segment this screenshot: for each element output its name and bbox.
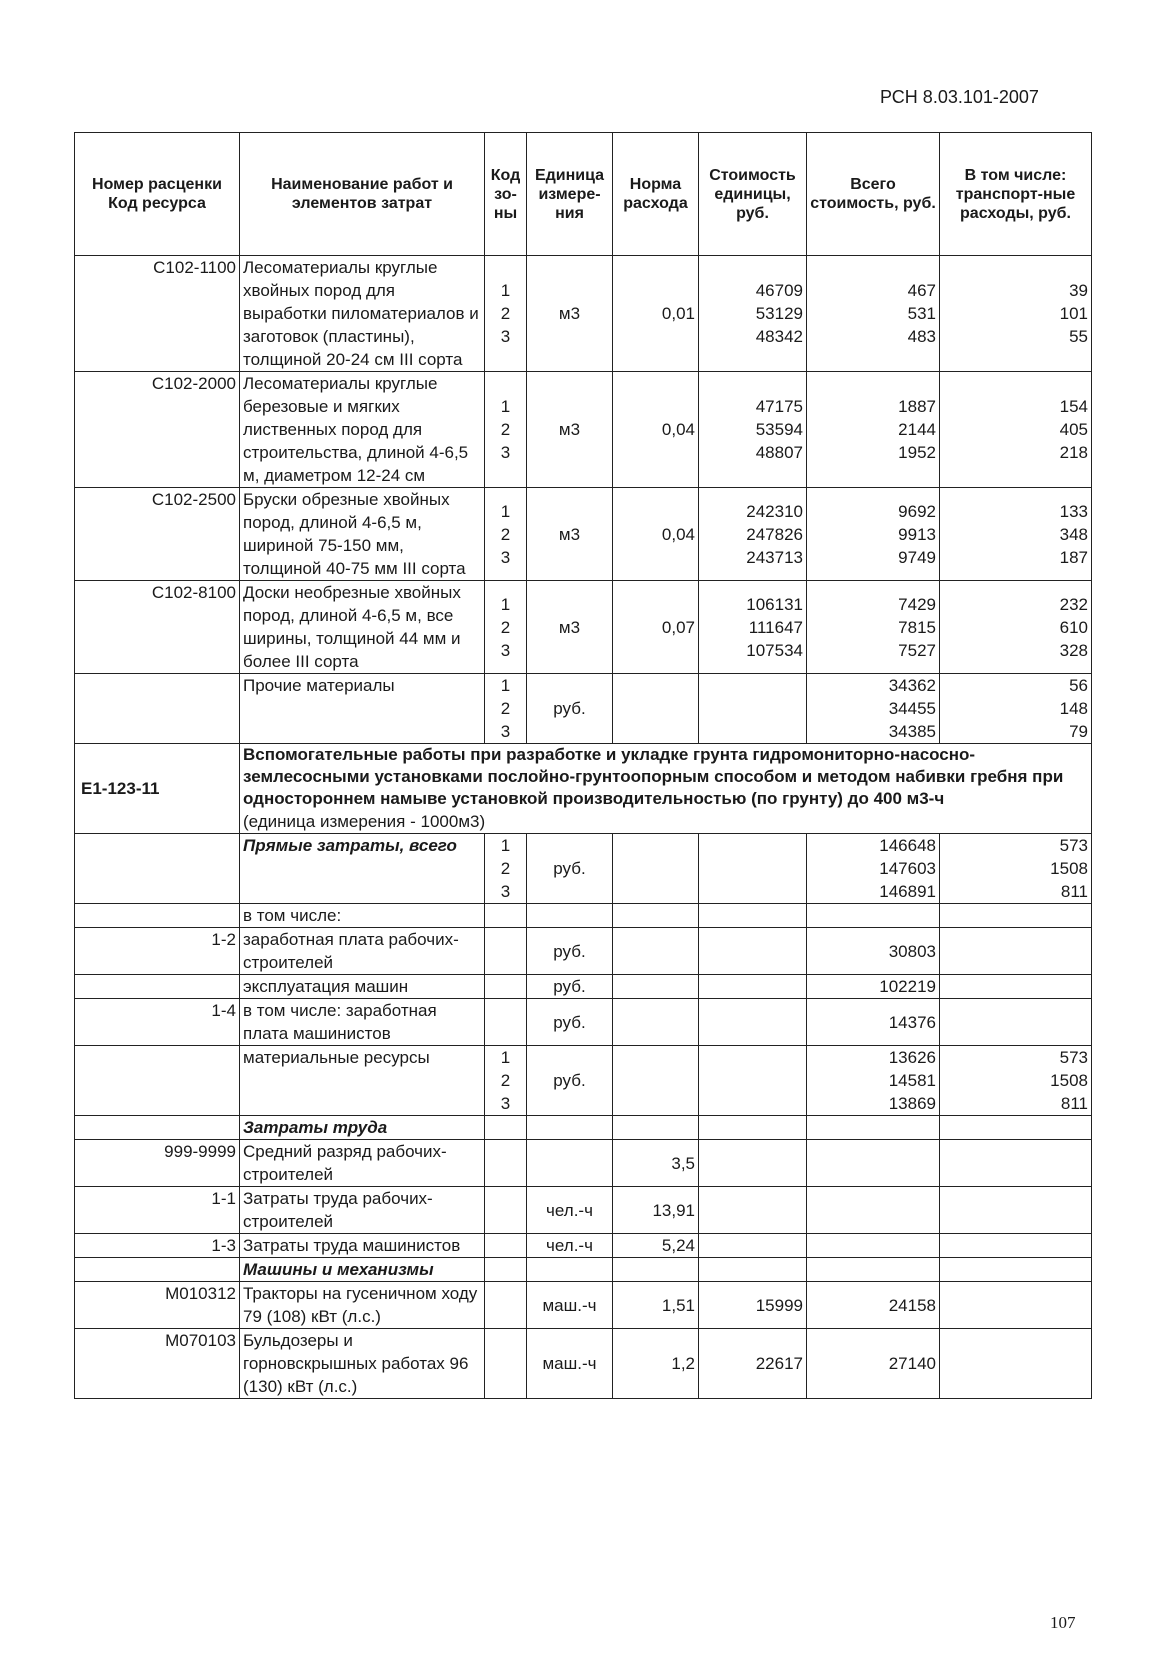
machines-header: Машины и механизмы xyxy=(240,1258,485,1282)
table-row xyxy=(75,928,1092,975)
section-title: Вспомогательные работы при разработке и укладке грунта гидромониторно-насосно-землесосными установками послойно-грунтоопорным способом и методом набивки гребня при одностороннем намыве установкой производительностью (по грунту) до 400 м3-ч xyxy=(243,745,1064,808)
machines-op-unit: руб. xyxy=(527,975,613,999)
table-row xyxy=(75,1258,1092,1282)
resource-total: 34362 34455 34385 xyxy=(807,674,940,744)
header-norm: Норма расхода xyxy=(613,133,699,256)
machine-norm: 1,2 xyxy=(613,1329,699,1399)
header-price: Стоимость единицы, руб. xyxy=(699,133,807,256)
resource-norm: 0,04 xyxy=(613,488,699,581)
labor-code: 1-3 xyxy=(75,1234,240,1258)
resource-unit: м3 xyxy=(527,372,613,488)
resource-zones: 1 2 3 xyxy=(485,256,527,372)
labor-unit xyxy=(527,1140,613,1187)
table-row xyxy=(75,975,1092,999)
header-total: Всего стоимость, руб. xyxy=(807,133,940,256)
header-zone: Код зо-ны xyxy=(485,133,527,256)
resource-name: Прочие материалы xyxy=(240,674,485,744)
resource-zones: 1 2 3 xyxy=(485,581,527,674)
resource-zones: 1 2 3 xyxy=(485,488,527,581)
resource-price: 106131 111647 107534 xyxy=(699,581,807,674)
resource-transport: 56 148 79 xyxy=(940,674,1092,744)
resource-zones: 1 2 3 xyxy=(485,372,527,488)
labor-header: Затраты труда xyxy=(240,1116,485,1140)
machinist-wages-total: 14376 xyxy=(807,999,940,1046)
section-code: Е1-123-11 xyxy=(75,744,240,834)
resource-price: 46709 53129 48342 xyxy=(699,256,807,372)
resource-code xyxy=(75,674,240,744)
resource-code: С102-1100 xyxy=(75,256,240,372)
machine-name: Тракторы на гусеничном ходу 79 (108) кВт (л.с.) xyxy=(240,1282,485,1329)
machinist-wages-code: 1-4 xyxy=(75,999,240,1046)
direct-costs-label: Прямые затраты, всего xyxy=(240,834,485,904)
table-row xyxy=(75,834,1092,904)
resource-code: С102-2500 xyxy=(75,488,240,581)
labor-unit: чел.-ч xyxy=(527,1234,613,1258)
resource-total: 1887 2144 1952 xyxy=(807,372,940,488)
resource-price xyxy=(699,674,807,744)
table-row xyxy=(75,1046,1092,1116)
materials-name: материальные ресурсы xyxy=(240,1046,485,1116)
page-number: 107 xyxy=(1050,1613,1076,1632)
machines-op-name: эксплуатация машин xyxy=(240,975,485,999)
labor-name: Средний разряд рабочих-строителей xyxy=(240,1140,485,1187)
direct-zones: 1 2 3 xyxy=(485,834,527,904)
wages-code: 1-2 xyxy=(75,928,240,975)
section-row xyxy=(75,744,1092,834)
table-row xyxy=(75,1187,1092,1234)
section-unit-note: (единица измерения - 1000м3) xyxy=(243,812,486,831)
materials-total: 13626 14581 13869 xyxy=(807,1046,940,1116)
table-row xyxy=(75,1282,1092,1329)
section-title-cell xyxy=(240,744,1092,834)
resource-name: Лесоматериалы круглые березовые и мягких лиственных пород для строительства, длиной 4-6,5 м, диаметром 12-24 см xyxy=(240,372,485,488)
machine-code: М010312 xyxy=(75,1282,240,1329)
resource-name: Доски необрезные хвойных пород, длиной 4-6,5 м, все ширины, толщиной 44 мм и более III сорта xyxy=(240,581,485,674)
table-row xyxy=(75,1140,1092,1187)
resource-norm: 0,07 xyxy=(613,581,699,674)
wages-name: заработная плата рабочих-строителей xyxy=(240,928,485,975)
resource-transport: 232 610 328 xyxy=(940,581,1092,674)
resource-total: 9692 9913 9749 xyxy=(807,488,940,581)
machine-code: М070103 xyxy=(75,1329,240,1399)
table-header-row xyxy=(75,133,1092,256)
table-row xyxy=(75,1234,1092,1258)
machine-total: 27140 xyxy=(807,1329,940,1399)
header-transport: В том числе: транспорт-ные расходы, руб. xyxy=(940,133,1092,256)
resource-unit: м3 xyxy=(527,488,613,581)
machine-price: 22617 xyxy=(699,1329,807,1399)
materials-unit: руб. xyxy=(527,1046,613,1116)
table-row xyxy=(75,674,1092,744)
labor-unit: чел.-ч xyxy=(527,1187,613,1234)
resource-price: 47175 53594 48807 xyxy=(699,372,807,488)
resource-name: Лесоматериалы круглые хвойных пород для выработки пиломатериалов и заготовок (пластины), толщиной 20-24 см III сорта xyxy=(240,256,485,372)
resource-total: 467 531 483 xyxy=(807,256,940,372)
header-name: Наименование работ и элементов затрат xyxy=(240,133,485,256)
resource-zones: 1 2 3 xyxy=(485,674,527,744)
labor-code: 1-1 xyxy=(75,1187,240,1234)
rate-table xyxy=(74,132,1092,1399)
resource-unit: м3 xyxy=(527,581,613,674)
resource-transport: 39 101 55 xyxy=(940,256,1092,372)
labor-norm: 5,24 xyxy=(613,1234,699,1258)
materials-zones: 1 2 3 xyxy=(485,1046,527,1116)
labor-name: Затраты труда машинистов xyxy=(240,1234,485,1258)
resource-norm xyxy=(613,674,699,744)
resource-norm: 0,01 xyxy=(613,256,699,372)
resource-unit: руб. xyxy=(527,674,613,744)
resource-name: Бруски обрезные хвойных пород, длиной 4-6,5 м, шириной 75-150 мм, толщиной 40-75 мм III сорта xyxy=(240,488,485,581)
resource-code: С102-8100 xyxy=(75,581,240,674)
machinist-wages-name: в том числе: заработная плата машинистов xyxy=(240,999,485,1046)
resource-transport: 154 405 218 xyxy=(940,372,1092,488)
wages-total: 30803 xyxy=(807,928,940,975)
table-row xyxy=(75,581,1092,674)
direct-total: 146648 147603 146891 xyxy=(807,834,940,904)
labor-name: Затраты труда рабочих-строителей xyxy=(240,1187,485,1234)
direct-transport: 573 1508 811 xyxy=(940,834,1092,904)
table-row xyxy=(75,1116,1092,1140)
machines-op-total: 102219 xyxy=(807,975,940,999)
labor-code: 999-9999 xyxy=(75,1140,240,1187)
machine-price: 15999 xyxy=(699,1282,807,1329)
including-label: в том числе: xyxy=(240,904,485,928)
resource-code: С102-2000 xyxy=(75,372,240,488)
machinist-wages-unit: руб. xyxy=(527,999,613,1046)
resource-unit: м3 xyxy=(527,256,613,372)
resource-price: 242310 247826 243713 xyxy=(699,488,807,581)
resource-transport: 133 348 187 xyxy=(940,488,1092,581)
resource-total: 7429 7815 7527 xyxy=(807,581,940,674)
wages-unit: руб. xyxy=(527,928,613,975)
machine-name: Бульдозеры и горновскрышных работах 96 (130) кВт (л.с.) xyxy=(240,1329,485,1399)
labor-norm: 13,91 xyxy=(613,1187,699,1234)
direct-unit: руб. xyxy=(527,834,613,904)
table-row xyxy=(75,904,1092,928)
document-code: РСН 8.03.101-2007 xyxy=(880,87,1039,107)
materials-transport: 573 1508 811 xyxy=(940,1046,1092,1116)
header-code: Номер расценки Код ресурса xyxy=(75,133,240,256)
machine-norm: 1,51 xyxy=(613,1282,699,1329)
resource-norm: 0,04 xyxy=(613,372,699,488)
table-row xyxy=(75,1329,1092,1399)
machine-unit: маш.-ч xyxy=(527,1329,613,1399)
table-row xyxy=(75,488,1092,581)
labor-norm: 3,5 xyxy=(613,1140,699,1187)
table-row xyxy=(75,372,1092,488)
table-row xyxy=(75,999,1092,1046)
table-row xyxy=(75,256,1092,372)
header-unit: Единица измере-ния xyxy=(527,133,613,256)
machine-unit: маш.-ч xyxy=(527,1282,613,1329)
machine-total: 24158 xyxy=(807,1282,940,1329)
